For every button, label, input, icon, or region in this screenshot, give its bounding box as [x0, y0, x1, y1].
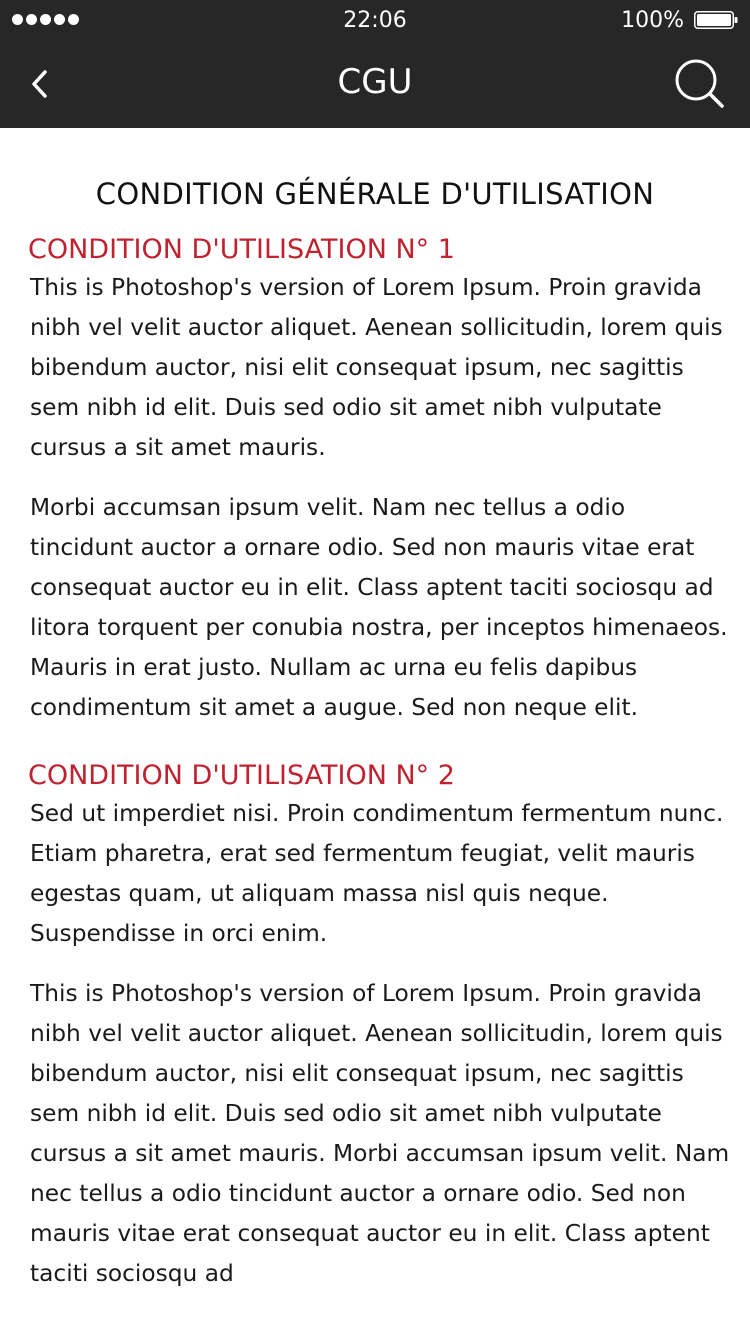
top-bar [0, 0, 750, 128]
search-icon [674, 58, 726, 110]
navigation-bar [0, 40, 750, 128]
section-2-paragraph-1: Sed ut imperdiet nisi. Proin condimentum fermentum nunc. Etiam pharetra, erat sed fermentum feugiat, velit mauris egestas quam, ut aliquam massa nisl quis neque. Suspendisse in orci enim. [30, 800, 724, 947]
search-button[interactable] [674, 58, 726, 110]
page-title: CGU [337, 62, 413, 102]
battery-icon [694, 11, 738, 29]
status-time: 22:06 [343, 8, 407, 33]
section-heading-2: CONDITION D'UTILISATION N° 2 [28, 760, 455, 791]
section-heading-1: CONDITION D'UTILISATION N° 1 [28, 234, 455, 265]
section-1-paragraph-2: Morbi accumsan ipsum velit. Nam nec tellus a odio tincidunt auctor a ornare odio. Sed non mauris vitae erat consequat auctor eu in elit. Class aptent taciti sociosqu ad litora torquent per conubia nostra, per inceptos himenaeos. Mauris in erat justo. Nullam ac urna eu felis dapibus condimentum sit amet a augue. Sed non neque elit. [30, 494, 728, 721]
terms-content[interactable] [0, 128, 750, 1334]
section-1-paragraph-1: This is Photoshop's version of Lorem Ipsum. Proin gravida nibh vel velit auctor aliquet. Aenean sollicitudin, lorem quis bibendum auctor, nisi elit consequat ipsum, nec sagittis sem nibh id elit. Duis sed odio sit amet nibh vulputate cursus a sit amet mauris. [30, 274, 723, 461]
section-2-paragraph-2: This is Photoshop's version of Lorem Ipsum. Proin gravida nibh vel velit auctor aliquet. Aenean sollicitudin, lorem quis bibendum auctor, nisi elit consequat ipsum, nec sagittis sem nibh id elit. Duis sed odio sit amet nibh vulputate cursus a sit amet mauris. Morbi accumsan ipsum velit. Nam nec tellus a odio tincidunt auctor a ornare odio. Sed non mauris vitae erat consequat auctor eu in elit. Class aptent taciti sociosqu ad [30, 980, 730, 1287]
document-title: CONDITION GÉNÉRALE D'UTILISATION [95, 177, 655, 211]
battery-percentage: 100% [621, 8, 684, 33]
status-bar [0, 0, 750, 40]
